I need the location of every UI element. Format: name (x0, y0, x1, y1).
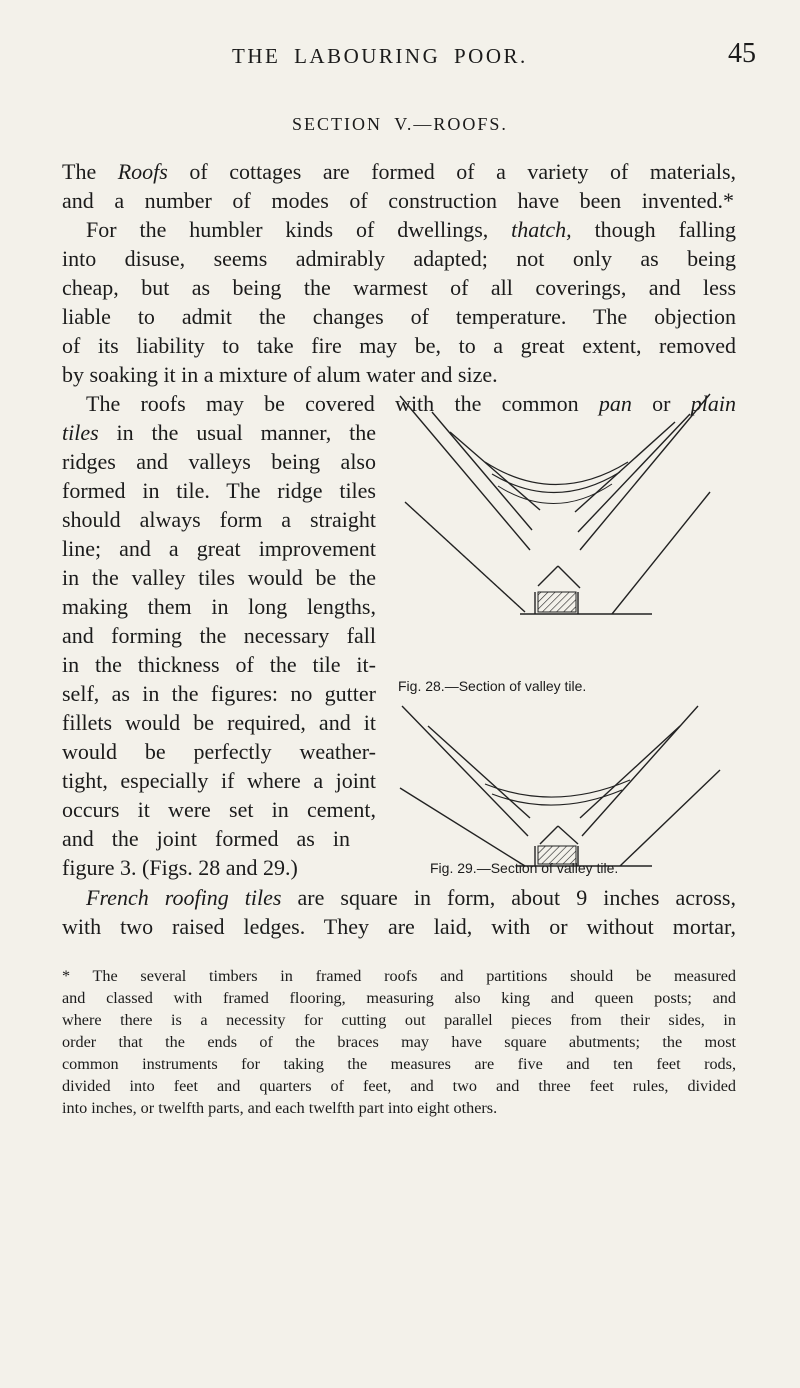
footnote-line-1: * The several timbers in framed roofs and partitions should be measured (62, 967, 736, 985)
body-line-27: with two raised ledges. They are laid, with or without mortar, (62, 914, 736, 939)
body-line-13: should always form a straight (62, 507, 376, 532)
body-line-6: liable to admit the changes of temperature. The objection (62, 304, 736, 329)
footnote-line-7: into inches, or twelfth parts, and each twelfth part into eight others. (62, 1099, 498, 1117)
body-line-3: For the humbler kinds of dwellings, thatch, though falling (86, 217, 736, 242)
body-line-12: formed in tile. The ridge tiles (62, 478, 376, 503)
running-head (0, 38, 800, 84)
body-line-9: The roofs may be covered with the common pan or plain (86, 391, 736, 416)
footnote-line-3: where there is a necessity for cutting out parallel pieces from their sides, in (62, 1011, 736, 1029)
fig-29-valley-tile-diagram (380, 700, 730, 868)
body-line-10: tiles in the usual manner, the (62, 420, 376, 445)
body-line-25: figure 3. (Figs. 28 and 29.) (62, 855, 298, 880)
footnote-line-5: common instruments for taking the measures are five and ten feet rods, (62, 1055, 736, 1073)
body-line-17: and forming the necessary fall (62, 623, 376, 648)
fig-29-caption: Fig. 29.—Section of valley tile. (430, 860, 619, 876)
body-line-24: and the joint formed as in (62, 826, 350, 851)
fig-28-valley-tile-diagram (380, 392, 730, 688)
running-head-title: THE LABOURING POOR. (232, 44, 528, 68)
body-line-19: self, as in the figures: no gutter (62, 681, 376, 706)
body-line-1: The Roofs of cottages are formed of a variety of materials, (62, 159, 737, 184)
body-line-14: line; and a great improvement (62, 536, 376, 561)
footnote-line-2: and classed with framed flooring, measuring also king and queen posts; and (62, 989, 736, 1007)
body-line-26: French roofing tiles are square in form, about 9 inches across, (86, 885, 736, 910)
footnote-line-4: order that the ends of the braces may have square abutments; the most (62, 1033, 736, 1051)
page-number: 45 (728, 38, 756, 69)
body-line-7: of its liability to take fire may be, to a great extent, removed (62, 333, 736, 358)
body-line-8: by soaking it in a mixture of alum water and size. (62, 362, 498, 387)
body-line-5: cheap, but as being the warmest of all coverings, and less (62, 275, 736, 300)
footnote-line-6: divided into feet and quarters of feet, and two and three feet rules, divided (62, 1077, 736, 1095)
body-line-15: in the valley tiles would be the (62, 565, 376, 590)
body-line-21: would be perfectly weather- (62, 739, 376, 764)
body-line-2: and a number of modes of construction have been invented.* (62, 188, 734, 213)
section-heading: SECTION V.—ROOFS. (292, 114, 508, 134)
body-line-4: into disuse, seems admirably adapted; not only as being (62, 246, 736, 271)
body-line-11: ridges and valleys being also (62, 449, 376, 474)
body-line-18: in the thickness of the tile it- (62, 652, 376, 677)
body-line-16: making them in long lengths, (62, 594, 376, 619)
fig-28-caption: Fig. 28.—Section of valley tile. (398, 678, 587, 694)
body-line-23: occurs it were set in cement, (62, 797, 376, 822)
body-line-22: tight, especially if where a joint (62, 768, 376, 793)
body-line-20: fillets would be required, and it (62, 710, 376, 735)
